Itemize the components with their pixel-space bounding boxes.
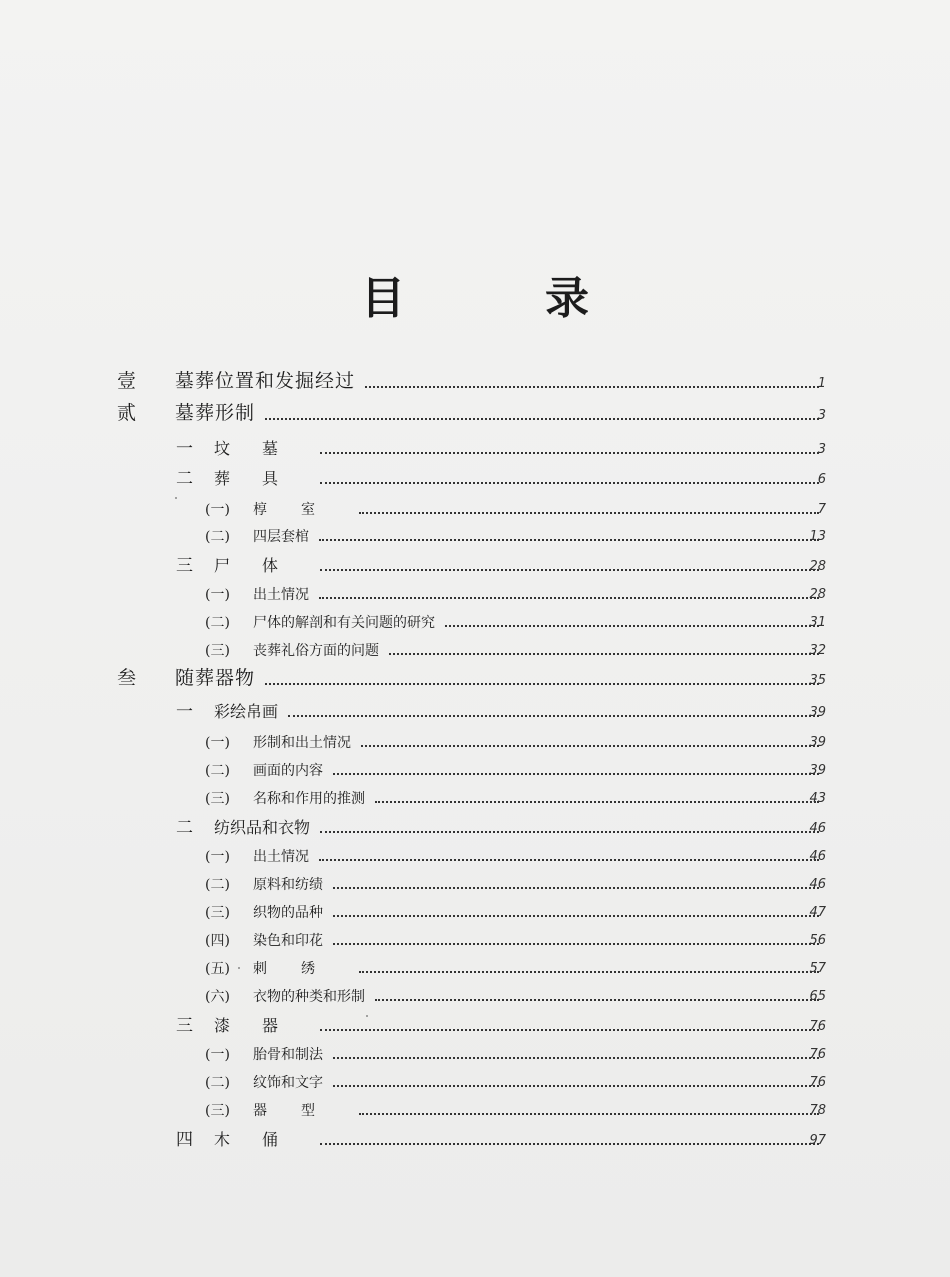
leader-dots bbox=[288, 715, 819, 717]
toc-entry-page-number: 31 bbox=[809, 615, 826, 630]
leader-dots bbox=[319, 597, 819, 599]
toc-entry-page-number: 32 bbox=[809, 643, 826, 658]
leader-dots bbox=[333, 943, 819, 945]
toc-entry-number: 三 bbox=[176, 1016, 193, 1036]
toc-entry-number: 二 bbox=[176, 818, 193, 838]
toc-entry-page-number: 46 bbox=[809, 821, 826, 836]
toc-entry bbox=[0, 491, 950, 519]
toc-entry-label: 原料和纺绩 bbox=[253, 877, 323, 893]
toc-entry-label: 墓葬位置和发掘经过 bbox=[175, 370, 356, 392]
toc-entry-page-number: 78 bbox=[809, 1103, 826, 1118]
toc-entry bbox=[0, 894, 950, 922]
toc-entry-label: 刺绣 bbox=[253, 961, 349, 977]
toc-entry-label: 四层套棺 bbox=[253, 529, 309, 545]
toc-entry-number: (二) bbox=[205, 615, 230, 631]
toc-entry bbox=[0, 365, 950, 393]
toc-entry-page-number: 35 bbox=[809, 673, 826, 688]
toc-entry bbox=[0, 950, 950, 978]
toc-entry-label: 坟墓 bbox=[214, 439, 311, 458]
toc-entry bbox=[0, 752, 950, 780]
leader-dots bbox=[320, 452, 819, 454]
leader-dots bbox=[333, 1057, 819, 1059]
page-title: 目 录 bbox=[361, 273, 637, 324]
toc-entry-number: (二) bbox=[205, 763, 230, 779]
toc-entry-page-number: 76 bbox=[809, 1075, 826, 1090]
toc-entry-label: 画面的内容 bbox=[253, 763, 323, 779]
toc-entry bbox=[0, 1122, 950, 1150]
toc-entry-label: 尸体 bbox=[214, 556, 311, 575]
toc-entry-page-number: 7 bbox=[817, 502, 826, 517]
toc-entry bbox=[0, 604, 950, 632]
toc-entry-label: 出土情况 bbox=[253, 849, 309, 865]
toc-entry bbox=[0, 838, 950, 866]
toc-entry-number: 一 bbox=[176, 439, 193, 459]
toc-entry bbox=[0, 866, 950, 894]
toc-entry-label: 胎骨和制法 bbox=[253, 1047, 323, 1063]
leader-dots bbox=[320, 1143, 819, 1145]
toc-entry bbox=[0, 662, 950, 690]
leader-dots bbox=[333, 773, 819, 775]
toc-entry-page-number: 13 bbox=[809, 529, 826, 544]
toc-entry-label: 名称和作用的推测 bbox=[253, 791, 365, 807]
scan-speck bbox=[238, 967, 240, 969]
toc-entry-number: (二) bbox=[205, 877, 230, 893]
toc-entry bbox=[0, 1036, 950, 1064]
toc-entry-page-number: 3 bbox=[817, 442, 826, 457]
toc-entry-label: 尸体的解剖和有关问题的研究 bbox=[253, 615, 435, 631]
toc-entry-label: 纺织品和衣物 bbox=[214, 818, 311, 837]
toc-entry-number: (四) bbox=[205, 933, 230, 949]
toc-entry-page-number: 47 bbox=[809, 905, 826, 920]
toc-entry-number: 二 bbox=[176, 469, 193, 489]
toc-entry-number: (二) bbox=[205, 1075, 230, 1091]
toc-entry bbox=[0, 397, 950, 425]
toc-entry-label: 织物的品种 bbox=[253, 905, 323, 921]
toc-entry-label: 染色和印花 bbox=[253, 933, 323, 949]
leader-dots bbox=[320, 831, 819, 833]
toc-entry bbox=[0, 780, 950, 808]
leader-dots bbox=[389, 653, 819, 655]
leader-dots bbox=[333, 915, 819, 917]
toc-entry bbox=[0, 1008, 950, 1036]
toc-entry-number: (二) bbox=[205, 529, 230, 545]
toc-entry-page-number: 39 bbox=[809, 705, 826, 720]
toc-entry bbox=[0, 632, 950, 660]
toc-entry bbox=[0, 576, 950, 604]
scan-speck bbox=[366, 1015, 368, 1017]
toc-entry-number: (一) bbox=[205, 735, 230, 751]
toc-entry-page-number: 76 bbox=[809, 1019, 826, 1034]
toc-entry-label: 墓葬形制 bbox=[175, 402, 256, 424]
toc-entry-number: (三) bbox=[205, 905, 230, 921]
toc-entry-page-number: 39 bbox=[809, 763, 826, 778]
toc-entry-number: (五) bbox=[205, 961, 230, 977]
toc-entry bbox=[0, 922, 950, 950]
toc-entry-label: 形制和出土情况 bbox=[253, 735, 351, 751]
toc-entry-label: 漆器 bbox=[214, 1016, 311, 1035]
toc-entry-page-number: 39 bbox=[809, 735, 826, 750]
leader-dots bbox=[319, 539, 819, 541]
toc-entry-label: 葬具 bbox=[214, 469, 311, 488]
leader-dots bbox=[265, 683, 819, 685]
leader-dots bbox=[359, 971, 819, 973]
toc-entry-page-number: 28 bbox=[809, 559, 826, 574]
leader-dots bbox=[333, 887, 819, 889]
toc-entry-label: 丧葬礼俗方面的问题 bbox=[253, 643, 379, 659]
toc-entry-number: 叁 bbox=[117, 667, 137, 689]
toc-entry-page-number: 57 bbox=[809, 961, 826, 976]
toc-entry-label: 纹饰和文字 bbox=[253, 1075, 323, 1091]
toc-entry bbox=[0, 810, 950, 838]
toc-entry-label: 椁室 bbox=[253, 502, 349, 518]
leader-dots bbox=[265, 418, 819, 420]
toc-entry-number: (三) bbox=[205, 1103, 230, 1119]
toc-entry-page-number: 46 bbox=[809, 877, 826, 892]
toc-entry-page-number: 97 bbox=[809, 1133, 826, 1148]
leader-dots bbox=[375, 801, 819, 803]
toc-entry-page-number: 28 bbox=[809, 587, 826, 602]
leader-dots bbox=[320, 482, 819, 484]
toc-entry-page-number: 76 bbox=[809, 1047, 826, 1062]
toc-entry-page-number: 43 bbox=[809, 791, 826, 806]
toc-entry-number: (一) bbox=[205, 849, 230, 865]
leader-dots bbox=[319, 859, 819, 861]
scan-speck bbox=[175, 497, 177, 499]
toc-entry-number: (一) bbox=[205, 502, 230, 518]
leader-dots bbox=[361, 745, 819, 747]
toc-entry bbox=[0, 694, 950, 722]
toc-entry bbox=[0, 1064, 950, 1092]
leader-dots bbox=[375, 999, 819, 1001]
toc-entry-page-number: 46 bbox=[809, 849, 826, 864]
toc-entry-label: 出土情况 bbox=[253, 587, 309, 603]
toc-entry-number: 壹 bbox=[117, 370, 137, 392]
leader-dots bbox=[445, 625, 819, 627]
leader-dots bbox=[365, 386, 819, 388]
leader-dots bbox=[333, 1085, 819, 1087]
leader-dots bbox=[320, 1029, 819, 1031]
toc-entry-label: 器型 bbox=[253, 1103, 349, 1119]
leader-dots bbox=[359, 1113, 819, 1115]
toc-entry bbox=[0, 461, 950, 489]
toc-entry-number: (三) bbox=[205, 791, 230, 807]
toc-entry-number: (三) bbox=[205, 643, 230, 659]
toc-entry-page-number: 6 bbox=[817, 472, 826, 487]
toc-entry-number: 贰 bbox=[117, 402, 137, 424]
toc-entry-number: (一) bbox=[205, 1047, 230, 1063]
toc-entry-number: 四 bbox=[176, 1130, 193, 1150]
toc-entry bbox=[0, 548, 950, 576]
leader-dots bbox=[359, 512, 819, 514]
toc-entry-label: 衣物的种类和形制 bbox=[253, 989, 365, 1005]
toc-entry bbox=[0, 431, 950, 459]
toc-entry-label: 木俑 bbox=[214, 1130, 311, 1149]
toc-entry-label: 随葬器物 bbox=[175, 667, 256, 689]
toc-entry bbox=[0, 724, 950, 752]
toc-entry-page-number: 1 bbox=[817, 376, 826, 391]
toc-entry-page-number: 56 bbox=[809, 933, 826, 948]
toc-entry-page-number: 3 bbox=[817, 408, 826, 423]
toc-entry bbox=[0, 518, 950, 546]
toc-entry-label: 彩绘帛画 bbox=[214, 702, 279, 721]
toc-entry bbox=[0, 978, 950, 1006]
toc-entry-number: (一) bbox=[205, 587, 230, 603]
toc-entry bbox=[0, 1092, 950, 1120]
toc-entry-number: (六) bbox=[205, 989, 230, 1005]
toc-entry-number: 三 bbox=[176, 556, 193, 576]
toc-entry-number: 一 bbox=[176, 702, 193, 722]
toc-entry-page-number: 65 bbox=[809, 989, 826, 1004]
leader-dots bbox=[320, 569, 819, 571]
